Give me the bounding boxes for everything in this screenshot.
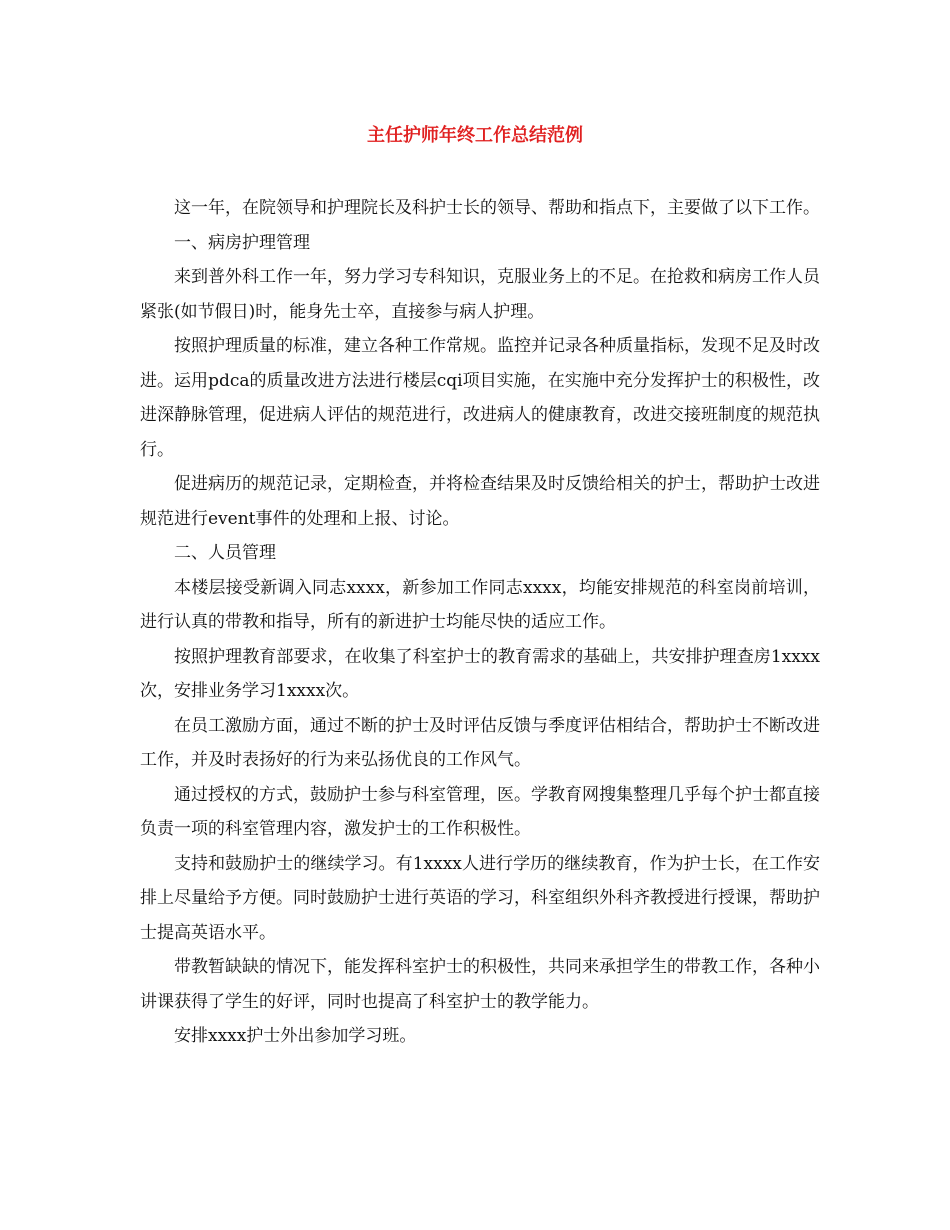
paragraph: 本楼层接受新调入同志xxxx，新参加工作同志xxxx，均能安排规范的科室岗前培训，进行认真的带教和指导，所有的新进护士均能尽快的适应工作。 [140, 577, 820, 632]
paragraph: 在员工激励方面，通过不断的护士及时评估反馈与季度评估相结合，帮助护士不断改进工作，并及时表扬好的行为来弘扬优良的工作风气。 [140, 715, 820, 770]
section-heading-staff-management: 二、人员管理 [174, 543, 276, 563]
paragraph: 来到普外科工作一年，努力学习专科知识，克服业务上的不足。在抢救和病房工作人员紧张(如节假日)时，能身先士卒，直接参与病人护理。 [140, 267, 820, 322]
paragraph: 安排xxxx护士外出参加学习班。 [174, 1026, 417, 1046]
paragraph: 按照护理质量的标准，建立各种工作常规。监控并记录各种质量指标，发现不足及时改进。运用pdca的质量改进方法进行楼层cqi项目实施，在实施中充分发挥护士的积极性，改进深静脉管理，促进病人评估的规范进行，改进病人的健康教育，改进交接班制度的规范执行。 [140, 336, 820, 460]
paragraph: 按照护理教育部要求，在收集了科室护士的教育需求的基础上，共安排护理查房1xxxx次，安排业务学习1xxxx次。 [140, 646, 820, 701]
intro-paragraph: 这一年，在院领导和护理院长及科护士长的领导、帮助和指点下，主要做了以下工作。 [174, 198, 820, 218]
section-heading-ward-management: 一、病房护理管理 [174, 232, 310, 253]
document-body [140, 191, 820, 1054]
document-title: 主任护师年终工作总结范例 [367, 125, 583, 146]
paragraph: 通过授权的方式，鼓励护士参与科室管理，医。学教育网搜集整理几乎每个护士都直接负责一项的科室管理内容，激发护士的工作积极性。 [140, 784, 820, 839]
paragraph: 带教暂缺缺的情况下，能发挥科室护士的积极性，共同来承担学生的带教工作，各种小讲课获得了学生的好评，同时也提高了科室护士的教学能力。 [140, 957, 820, 1012]
paragraph: 促进病历的规范记录，定期检查，并将检查结果及时反馈给相关的护士，帮助护士改进规范进行event事件的处理和上报、讨论。 [140, 474, 820, 529]
paragraph: 支持和鼓励护士的继续学习。有1xxxx人进行学历的继续教育，作为护士长，在工作安排上尽量给予方便。同时鼓励护士进行英语的学习，科室组织外科齐教授进行授课，帮助护士提高英语水平。 [140, 853, 820, 943]
